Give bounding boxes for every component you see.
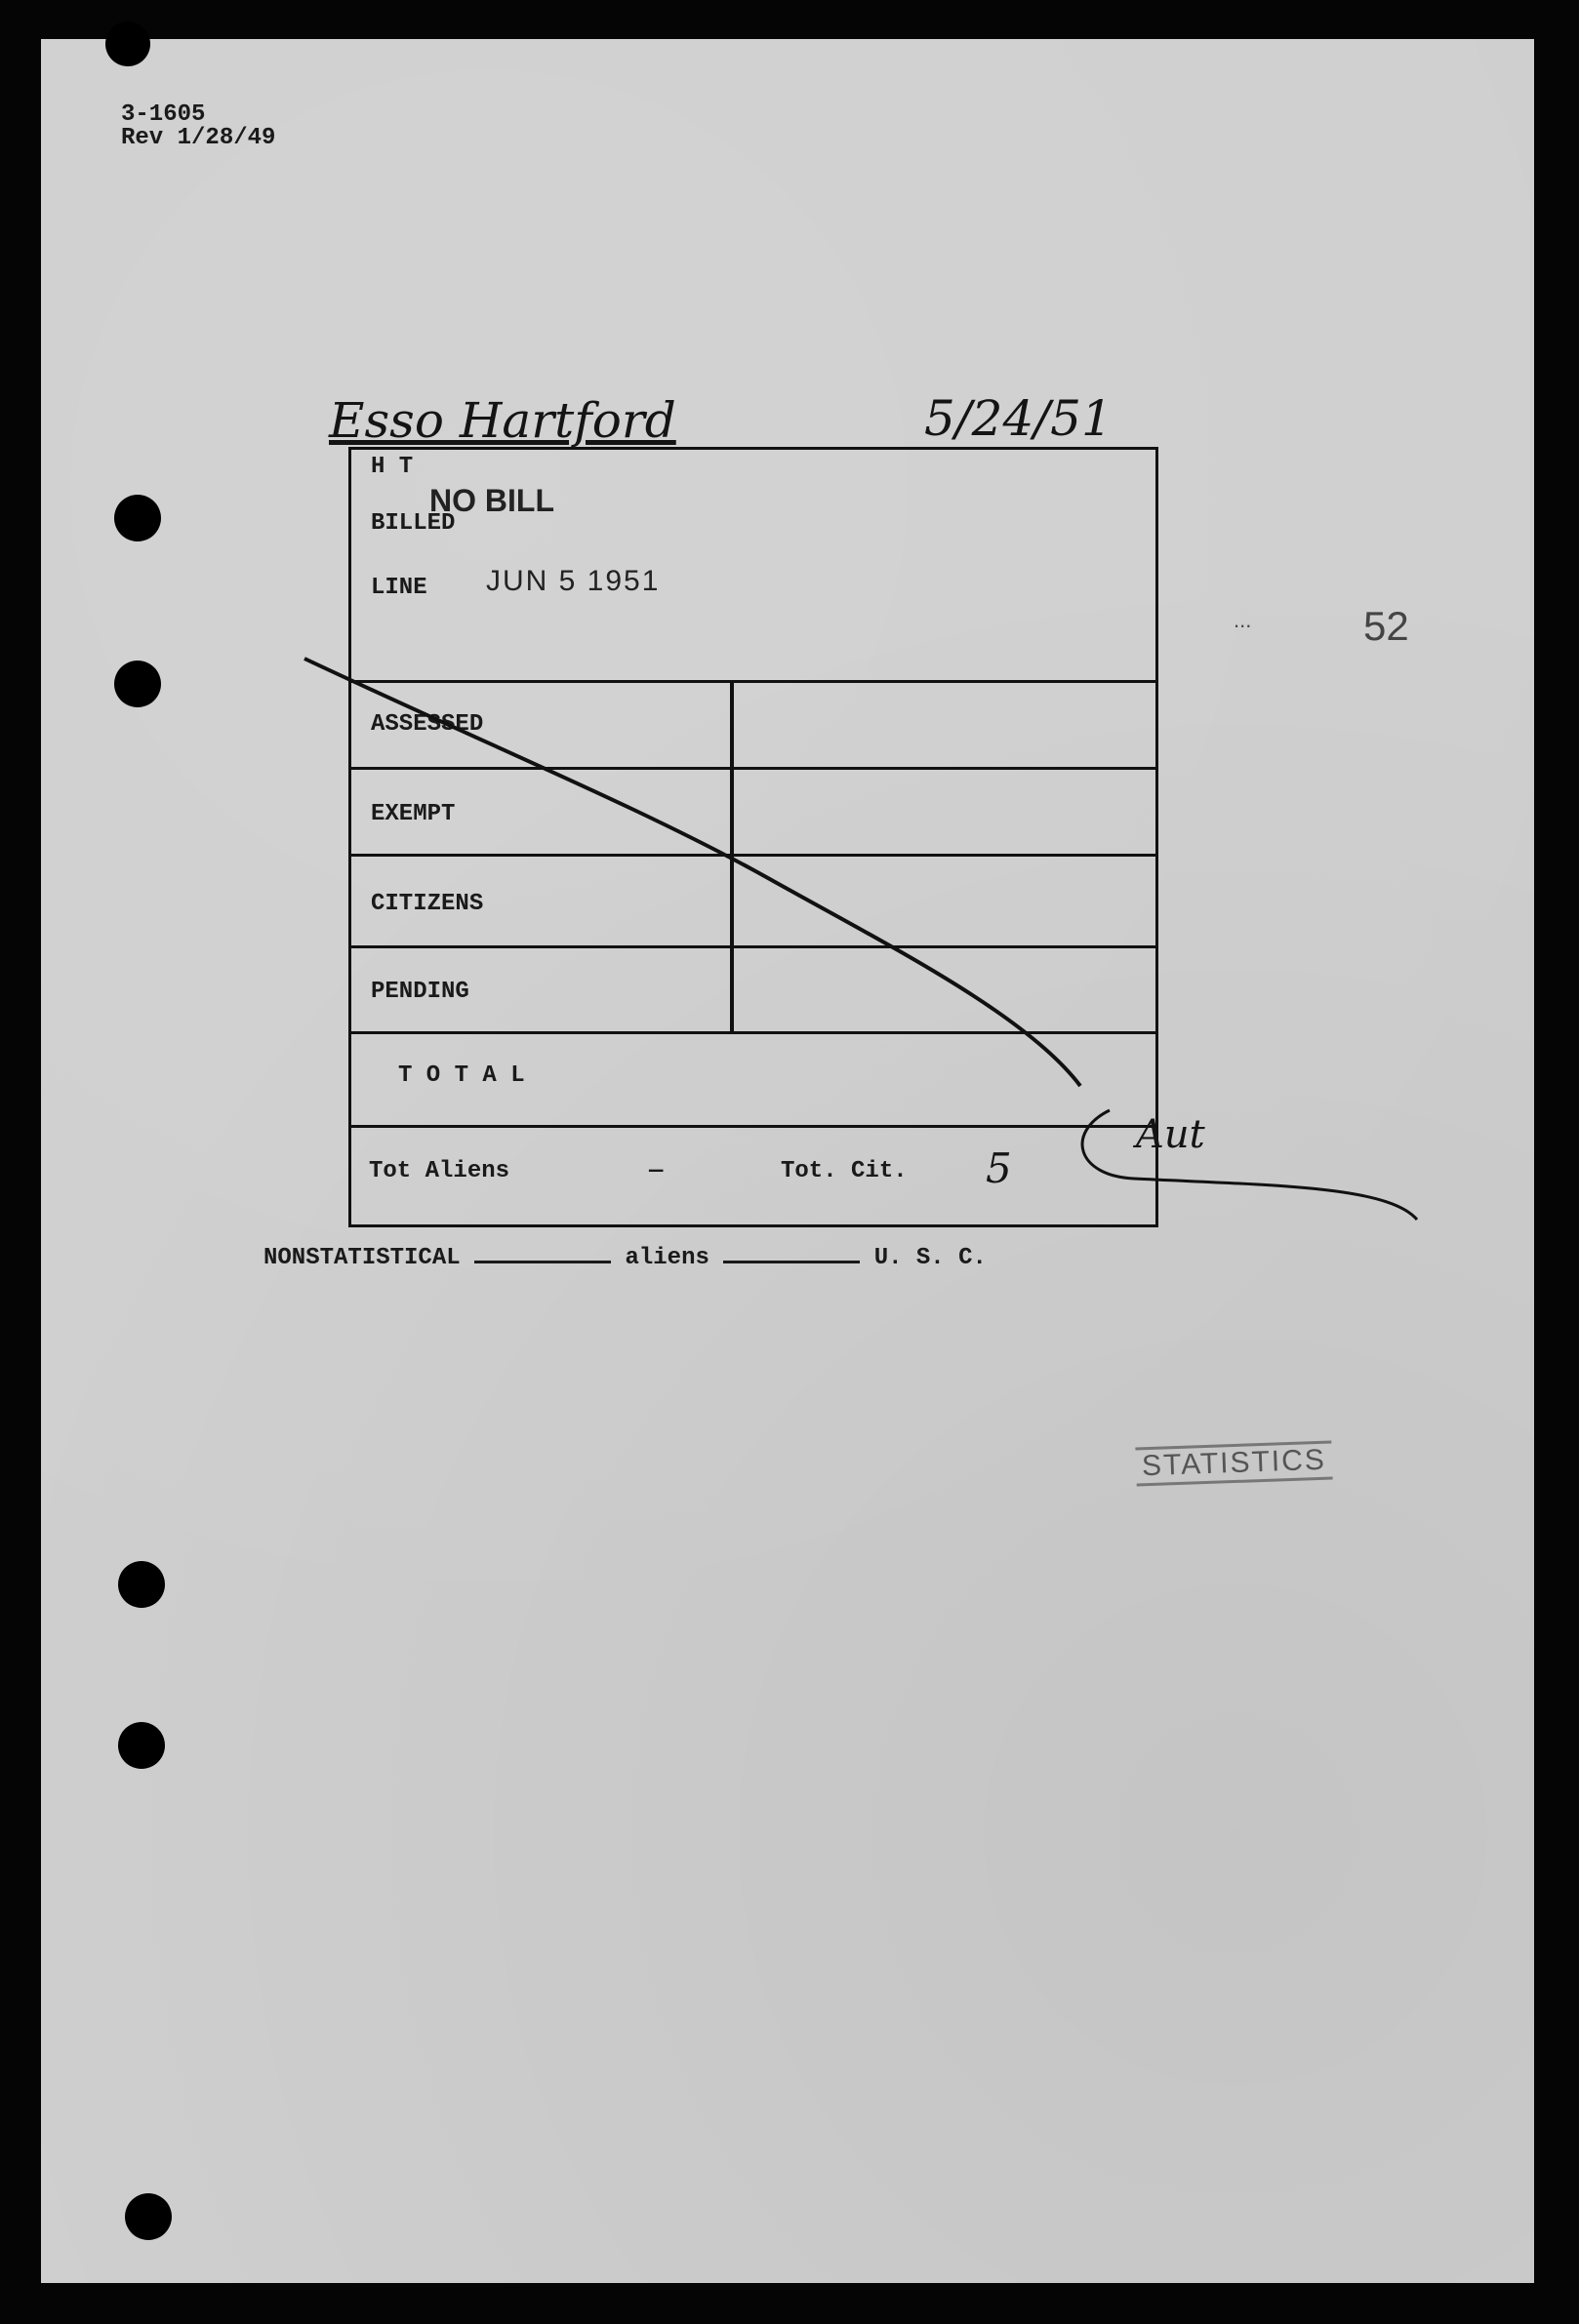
nonstatistical-line bbox=[263, 1245, 987, 1271]
row-label-exempt: EXEMPT bbox=[371, 801, 456, 827]
date-stamp: JUN 5 1951 bbox=[486, 565, 661, 597]
binder-hole bbox=[114, 495, 161, 541]
row-label-pending: PENDING bbox=[371, 979, 469, 1005]
total-label: T O T A L bbox=[398, 1062, 525, 1089]
no-bill-stamp: NO BILL bbox=[429, 483, 554, 518]
diagonal-cancel-line bbox=[304, 659, 1080, 1086]
statistics-stamp: STATISTICS bbox=[1135, 1441, 1332, 1487]
binder-hole bbox=[114, 661, 161, 707]
binder-hole bbox=[125, 2193, 172, 2240]
ink-marks bbox=[41, 39, 1534, 2283]
usc-label: U. S. C. bbox=[873, 1245, 987, 1271]
tot-aliens-value: — bbox=[649, 1158, 664, 1184]
line-label: LINE bbox=[371, 575, 427, 601]
form-revision: Rev 1/28/49 bbox=[121, 125, 276, 151]
initials-loop bbox=[1082, 1110, 1417, 1220]
tot-aliens-label: Tot Aliens bbox=[369, 1158, 510, 1184]
aliens-blank bbox=[723, 1261, 860, 1263]
binder-hole bbox=[118, 1722, 165, 1769]
aliens-label: aliens bbox=[625, 1245, 709, 1271]
margin-number: 52 bbox=[1363, 603, 1409, 649]
date-handwritten: 5/24/51 bbox=[924, 390, 1113, 447]
margin-mark: ... bbox=[1234, 608, 1252, 632]
document-page bbox=[41, 39, 1534, 2283]
binder-hole bbox=[118, 1561, 165, 1608]
row-label-citizens: CITIZENS bbox=[371, 891, 484, 917]
ht-label: H T bbox=[371, 454, 414, 480]
tot-cit-value: 5 bbox=[986, 1144, 1012, 1192]
tot-cit-label: Tot. Cit. bbox=[781, 1158, 908, 1184]
vessel-name-handwritten: Esso Hartford bbox=[329, 392, 676, 449]
row-label-assessed: ASSESSED bbox=[371, 711, 484, 738]
binder-hole bbox=[105, 21, 150, 66]
initials-handwritten: Aut bbox=[1136, 1112, 1205, 1157]
billed-label: BILLED bbox=[371, 510, 456, 537]
form-number: 3-1605 bbox=[121, 101, 206, 128]
nonstatistical-blank bbox=[474, 1261, 611, 1263]
nonstatistical-label: NONSTATISTICAL bbox=[263, 1245, 461, 1271]
